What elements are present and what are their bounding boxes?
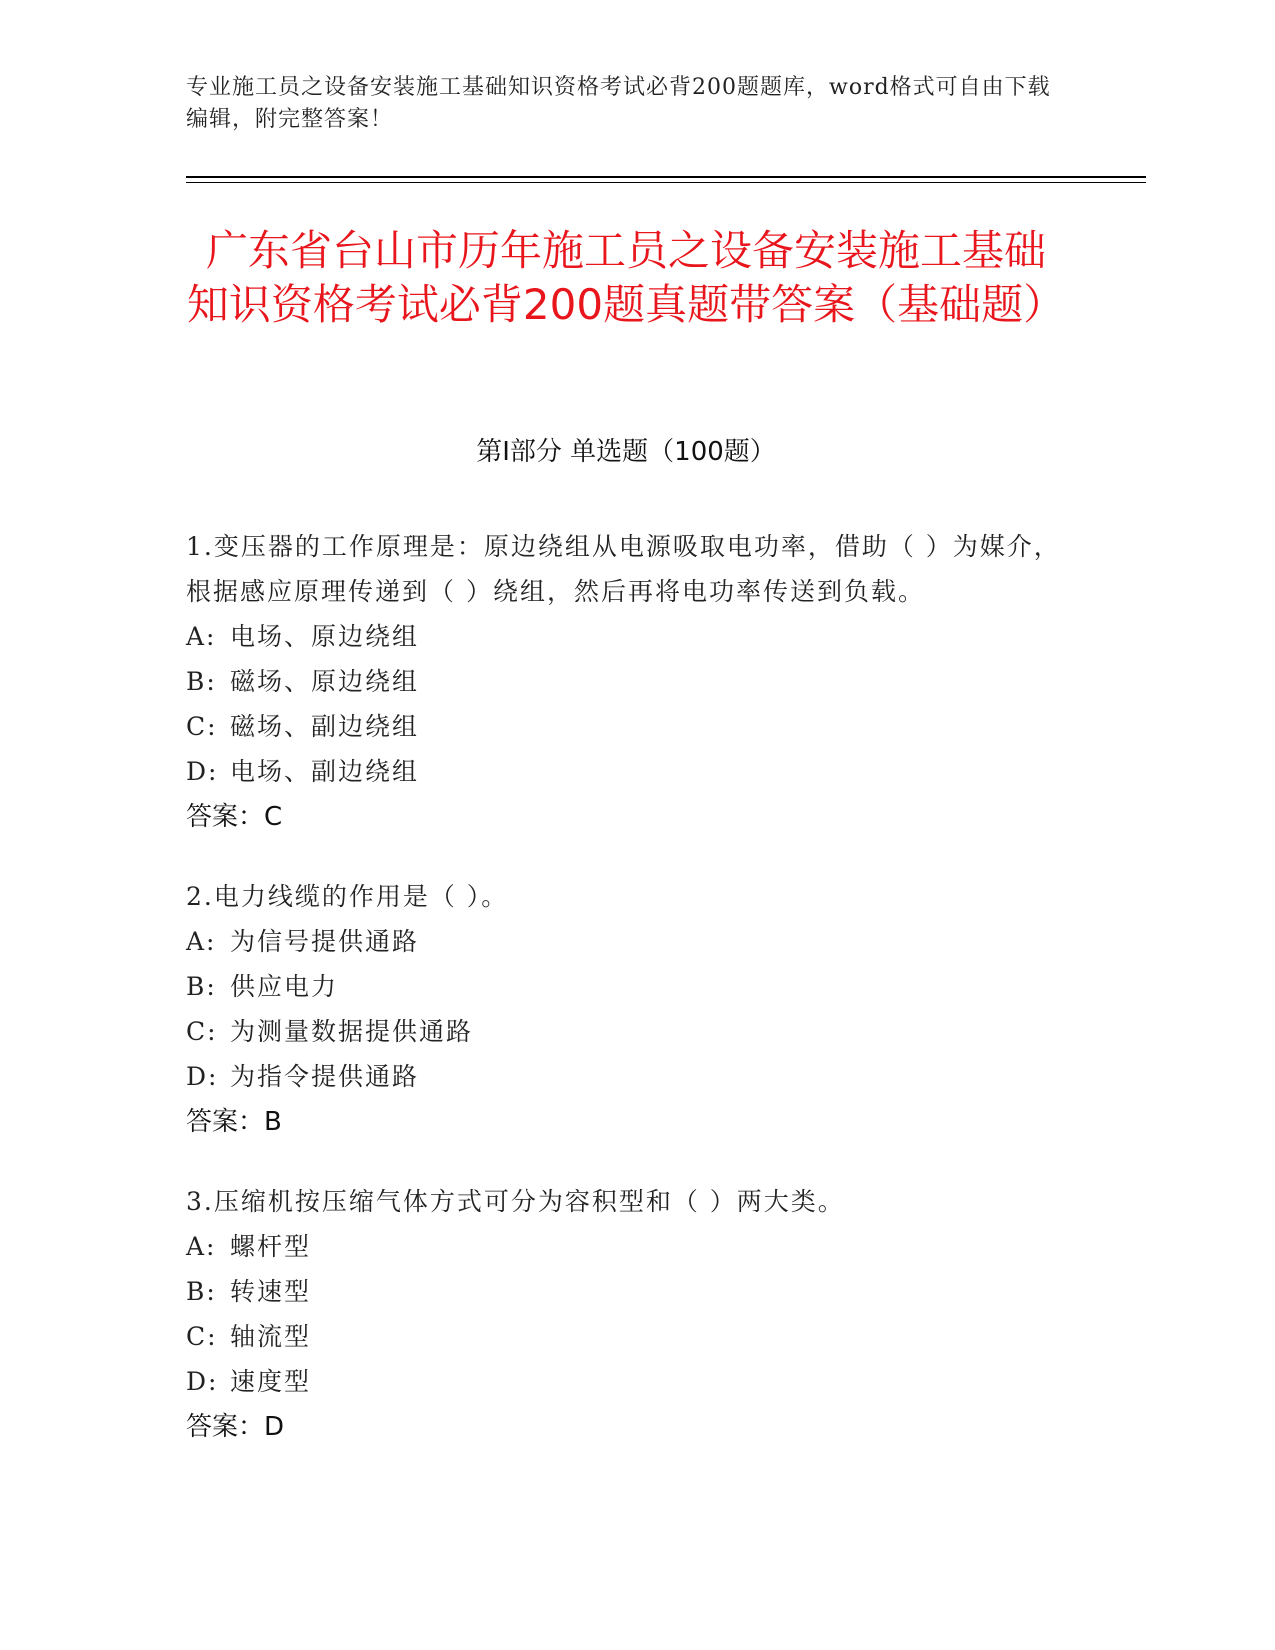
option-c [186, 1009, 1066, 1054]
option-text: 磁场、原边绕组 [230, 667, 420, 696]
question-answer: 答案：C [186, 802, 283, 832]
option-key: C: [186, 1322, 218, 1351]
question-stem: 1.变压器的工作原理是：原边绕组从电源吸取电功率，借助（ ）为媒介，根据感应原理传递到（ ）绕组，然后再将电功率传送到负载。 [186, 532, 1061, 606]
option-d [186, 1054, 1066, 1099]
option-text: 螺杆型 [230, 1232, 312, 1261]
option-text: 为信号提供通路 [230, 927, 420, 956]
section-heading: 第Ⅰ部分 单选题（100题） [476, 437, 776, 467]
option-key: C: [186, 1017, 218, 1046]
question-stem: 3.压缩机按压缩气体方式可分为容积型和（ ）两大类。 [186, 1187, 845, 1216]
option-c [186, 1314, 1066, 1359]
question-2 [186, 874, 1066, 1145]
option-key: A: [186, 927, 217, 956]
option-text: 电场、原边绕组 [230, 622, 420, 651]
option-key: D: [186, 1367, 219, 1396]
option-d [186, 1359, 1066, 1404]
option-key: D: [186, 757, 219, 786]
option-text: 电场、副边绕组 [230, 757, 420, 786]
option-a [186, 1224, 1066, 1269]
option-key: A: [186, 1232, 217, 1261]
question-1 [186, 524, 1066, 840]
option-b [186, 964, 1066, 1009]
option-a [186, 614, 1066, 659]
document-title: 广东省台山市历年施工员之设备安装施工基础知识资格考试必背200题真题带答案（基础题） [186, 226, 1066, 329]
option-text: 供应电力 [230, 972, 339, 1001]
option-text: 磁场、副边绕组 [230, 712, 420, 741]
option-key: A: [186, 622, 217, 651]
question-3 [186, 1179, 1066, 1450]
option-key: C: [186, 712, 218, 741]
option-key: D: [186, 1062, 219, 1091]
question-list [186, 524, 1066, 1484]
option-c [186, 704, 1066, 749]
question-answer: 答案：B [186, 1107, 282, 1137]
option-a [186, 919, 1066, 964]
header-rule-thin [186, 182, 1146, 183]
option-text: 为指令提供通路 [230, 1062, 420, 1091]
option-text: 为测量数据提供通路 [230, 1017, 474, 1046]
option-b [186, 1269, 1066, 1314]
option-d [186, 749, 1066, 794]
option-text: 速度型 [230, 1367, 312, 1396]
question-answer: 答案：D [186, 1412, 285, 1442]
header-note: 专业施工员之设备安装施工基础知识资格考试必背200题题库，word格式可自由下载编辑，附完整答案！ [186, 75, 1051, 132]
option-key: B: [186, 1277, 217, 1306]
option-text: 转速型 [230, 1277, 312, 1306]
document-page [186, 0, 1146, 1650]
option-text: 轴流型 [230, 1322, 312, 1351]
option-b [186, 659, 1066, 704]
option-key: B: [186, 972, 217, 1001]
option-key: B: [186, 667, 217, 696]
header-rule-thick [186, 176, 1146, 178]
question-stem: 2.电力线缆的作用是（ ）。 [186, 882, 509, 911]
